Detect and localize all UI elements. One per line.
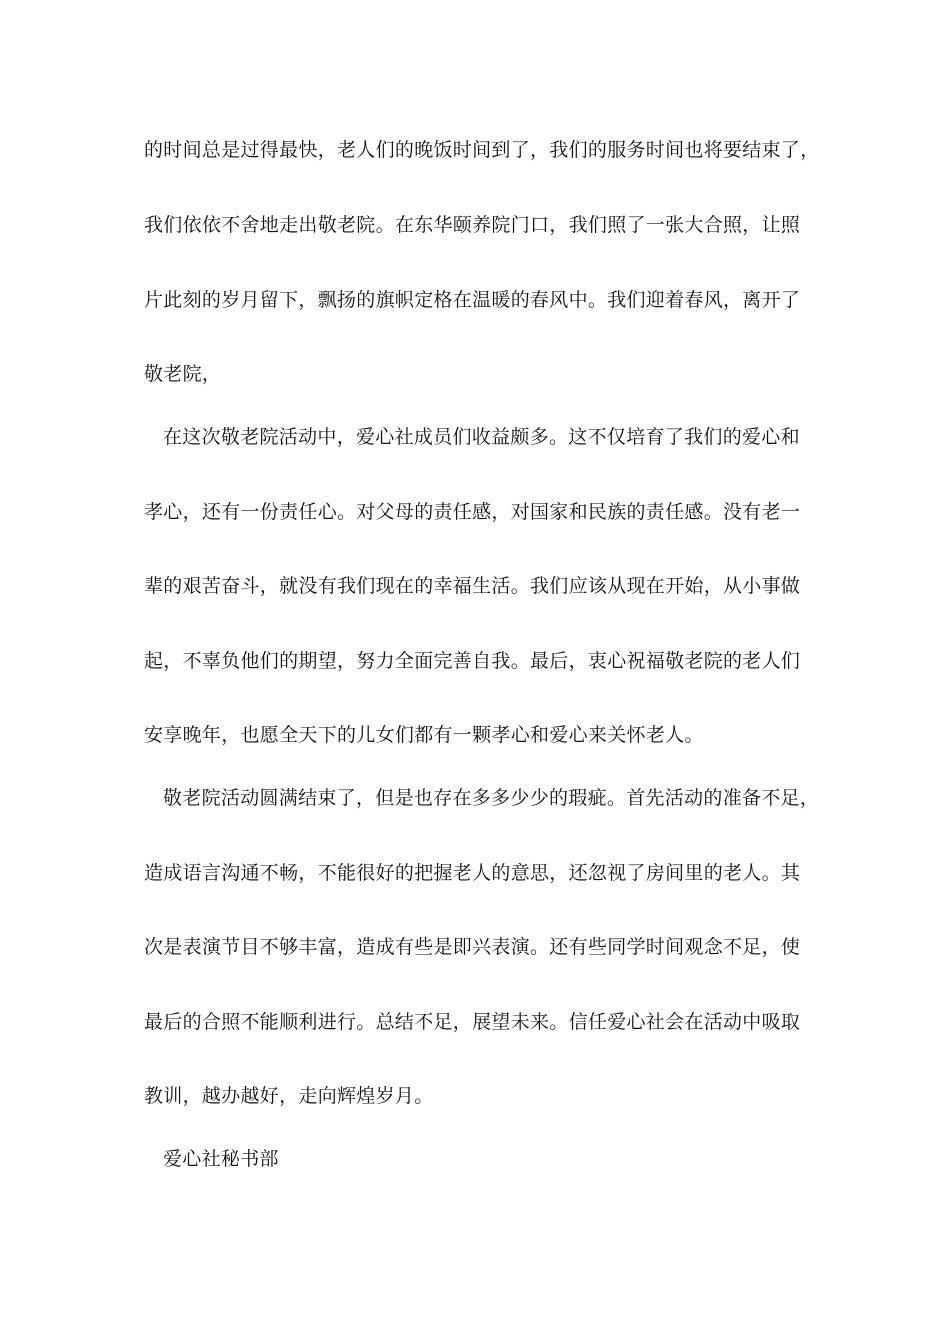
- paragraph-1-line-4: 敬老院，: [144, 363, 222, 385]
- paragraph-2-line-1: 在这次敬老院活动中，爱心社成员们收益颇多。这不仅培育了我们的爱心和: [163, 426, 800, 448]
- paragraph-1-line-3: 片此刻的岁月留下，飘扬的旗帜定格在温暖的春风中。我们迎着春风，离开了: [144, 289, 801, 311]
- signature: 爱心社秘书部: [163, 1148, 279, 1170]
- paragraph-2-line-5: 安享晚年，也愿全天下的儿女们都有一颗孝心和爱心来关怀老人。: [144, 724, 704, 746]
- paragraph-3-line-5: 教训，越办越好，走向辉煌岁月。: [144, 1085, 434, 1107]
- paragraph-2-line-4: 起，不辜负他们的期望，努力全面完善自我。最后，衷心祝福敬老院的老人们: [144, 650, 801, 672]
- paragraph-2-line-3: 辈的艰苦奋斗，就没有我们现在的幸福生活。我们应该从现在开始，从小事做: [144, 575, 801, 597]
- paragraph-3-line-2: 造成语言沟通不畅，不能很好的把握老人的意思，还忽视了房间里的老人。其: [144, 862, 801, 884]
- paragraph-1-line-1: 的时间总是过得最快，老人们的晚饭时间到了，我们的服务时间也将要结束了，: [144, 139, 820, 161]
- paragraph-3-line-1: 敬老院活动圆满结束了，但是也存在多多少少的瑕疵。首先活动的准备不足，: [163, 787, 820, 809]
- paragraph-3-line-4: 最后的合照不能顺利进行。总结不足，展望未来。信任爱心社会在活动中吸取: [144, 1011, 801, 1033]
- paragraph-1-line-2: 我们依依不舍地走出敬老院。在东华颐养院门口，我们照了一张大合照，让照: [144, 214, 801, 236]
- paragraph-3-line-3: 次是表演节目不够丰富，造成有些是即兴表演。还有些同学时间观念不足，使: [144, 936, 801, 958]
- paragraph-2-line-2: 孝心，还有一份责任心。对父母的责任感，对国家和民族的责任感。没有老一: [144, 501, 801, 523]
